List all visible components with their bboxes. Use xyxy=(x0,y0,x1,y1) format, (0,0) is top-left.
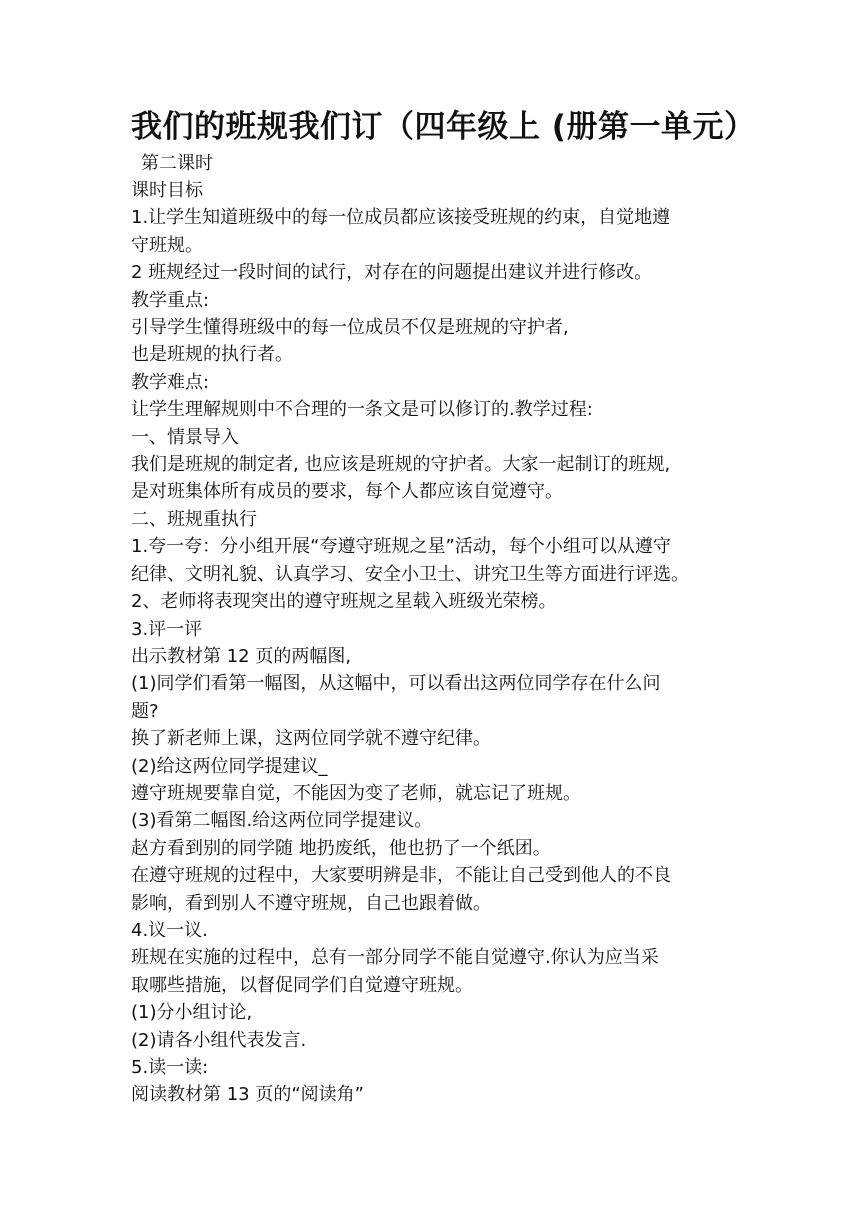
body-line: (1)分小组讨论, xyxy=(131,1002,253,1024)
section-heading-execution: 二、班规重执行 xyxy=(131,508,257,530)
body-line: 4.议一议. xyxy=(131,919,208,941)
body-line: 守班规。 xyxy=(131,234,203,256)
body-line: 5.读一读: xyxy=(131,1057,209,1078)
body-line: 出示教材第 12 页的两幅图, xyxy=(131,645,352,667)
section-heading-key-points: 教学重点: xyxy=(131,289,210,311)
body-line: (2)请各小组代表发言. xyxy=(131,1029,307,1051)
body-line: 2、老师将表现突出的遵守班规之星载入班级光荣榜。 xyxy=(131,591,557,613)
document-page xyxy=(131,104,756,1109)
body-line: 纪律、文明礼貌、认真学习、安全小卫士、讲究卫生等方面进行评选。 xyxy=(131,563,689,585)
body-line: 让学生理解规则中不合理的一条文是可以修订的.教学过程: xyxy=(131,399,593,421)
lesson-period-subtitle: 第二课时 xyxy=(141,153,213,174)
body-line: 班规在实施的过程中，总有一部分同学不能自觉遵守.你认为应当采 xyxy=(131,947,659,969)
body-line: (1)同学们看第一幅图，从这幅中，可以看出这两位同学存在什么问 xyxy=(131,673,661,695)
body-line: 我们是班规的制定者, 也应该是班规的守护者。大家一起制订的班规, xyxy=(131,454,671,476)
body-line: 引导学生懂得班级中的每一位成员不仅是班规的守护者, xyxy=(131,317,569,339)
body-line: 影响，看到别人不遵守班规，自己也跟着做。 xyxy=(131,892,491,914)
body-line: 1.让学生知道班级中的每一位成员都应该接受班规的约束，自觉地遵 xyxy=(131,207,671,229)
body-line: (3)看第二幅图.给这两位同学提建议。 xyxy=(131,810,433,832)
body-line: 2 班规经过一段时间的试行，对存在的问题提出建议并进行修改。 xyxy=(131,262,653,284)
section-heading-introduction: 一、情景导入 xyxy=(131,426,239,448)
section-heading-objectives: 课时目标 xyxy=(131,180,203,201)
body-line: 是对班集体所有成员的要求，每个人都应该自觉遵守。 xyxy=(131,481,563,503)
body-line: 题? xyxy=(131,700,159,722)
body-line: 换了新老师上课，这两位同学就不遵守纪律。 xyxy=(131,728,491,750)
body-line: 阅读教材第 13 页的“阅读角” xyxy=(131,1084,364,1106)
document-body xyxy=(131,177,743,1109)
body-line: 3.评一评 xyxy=(131,618,203,640)
body-line: (2)给这两位同学提建议_ xyxy=(131,755,328,777)
section-heading-difficulties: 教学难点: xyxy=(131,371,210,393)
body-line: 也是班规的执行者。 xyxy=(131,344,293,366)
body-line: 遵守班规要靠自觉，不能因为变了老师，就忘记了班规。 xyxy=(131,782,581,804)
body-line: 取哪些措施，以督促同学们自觉遵守班规。 xyxy=(131,974,473,996)
body-line: 在遵守班规的过程中，大家要明辨是非，不能让自己受到他人的不良 xyxy=(131,865,671,887)
document-title: 我们的班规我们订（四年级上 (册第一单元） xyxy=(131,109,756,145)
body-line: 赵方看到别的同学随 地扔废纸，他也扔了一个纸团。 xyxy=(131,837,551,859)
body-line: 1.夸一夸：分小组开展“夸遵守班规之星”活动，每个小组可以从遵守 xyxy=(131,536,671,558)
